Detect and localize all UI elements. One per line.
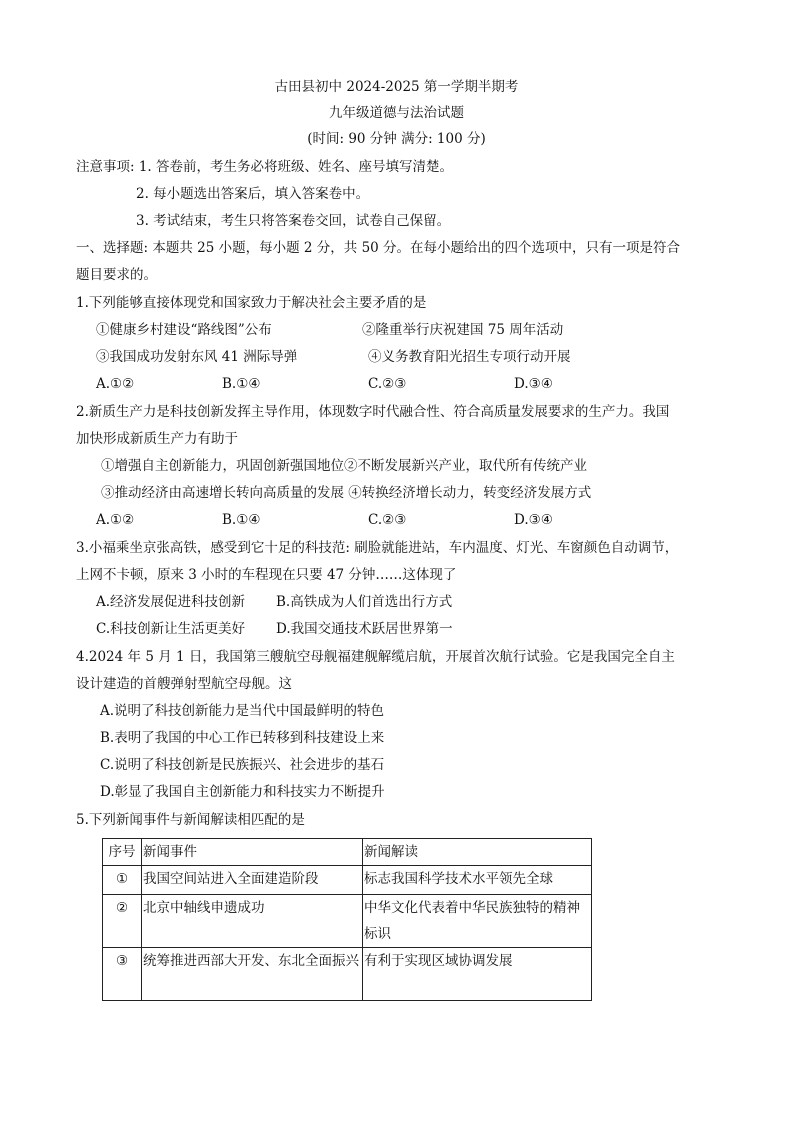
q2-answer-c: C.②③ [368,512,407,528]
table-row [103,866,592,895]
q1-answer-c: C.②③ [368,376,407,392]
q3-stem-line-1: 3.小福乘坐京张高铁，感受到它十足的科技范: 刷脸就能进站，车内温度、灯光、车窗颜色自动调节， [76,540,679,556]
exam-time-info: (时间: 90 分钟 满分: 100 分) [307,131,486,147]
notes-line-3: 3. 考试结束，考生只将答案卷交回，试卷自己保留。 [136,213,451,229]
q1-answer-b: B.①④ [222,376,261,392]
q4-answer-d: D.彰显了我国自主创新能力和科技实力不断提升 [100,784,385,800]
notes-line-1: 注意事项: 1. 答卷前，考生务必将班级、姓名、座号填写清楚。 [76,159,454,175]
q3-answer-d: D.我国交通技术跃居世界第一 [276,621,453,637]
table-cell-event: 我国空间站进入全面建造阶段 [142,866,363,895]
q4-stem-line-1: 4.2024 年 5 月 1 日，我国第三艘航空母舰福建舰解缆启航，开展首次航行试验。它是我国完全自主 [76,649,675,665]
q1-option-2: ②隆重举行庆祝建国 75 周年活动 [362,322,564,338]
table-cell-interpretation: 有利于实现区域协调发展 [363,948,592,1001]
q2-answer-d: D.③④ [514,512,553,528]
table-cell-number: ② [103,895,142,948]
table-cell-number: ③ [103,948,142,1001]
table-cell-interpretation: 标志我国科学技术水平领先全球 [363,866,592,895]
q2-answer-b: B.①④ [222,512,261,528]
q1-stem: 1.下列能够直接体现党和国家致力于解决社会主要矛盾的是 [76,295,427,311]
q5-stem: 5.下列新闻事件与新闻解读相匹配的是 [76,812,305,828]
q3-answer-b: B.高铁成为人们首选出行方式 [276,594,453,610]
q2-stem-line-2: 加快形成新质生产力有助于 [76,431,238,447]
q2-answer-a: A.①② [96,512,135,528]
q2-stem-line-1: 2.新质生产力是科技创新发挥主导作用，体现数字时代融合性、符合高质量发展要求的生产力。我国 [76,404,670,420]
q2-options-line-2: ③推动经济由高速增长转向高质量的发展 ④转换经济增长动力，转变经济发展方式 [101,485,592,501]
q2-options-line-1: ①增强自主创新能力，巩固创新强国地位②不断发展新兴产业，取代所有传统产业 [101,458,587,474]
notes-line-2: 2. 每小题选出答案后，填入答案卷中。 [136,186,370,202]
table-header-cell: 新闻解读 [363,839,592,866]
section1-instruction-line-1: 一、选择题: 本题共 25 小题，每小题 2 分，共 50 分。在每小题给出的四个选项中，只有一项是符合 [76,240,681,256]
table-cell-event: 北京中轴线申遗成功 [142,895,363,948]
q4-answer-c: C.说明了科技创新是民族振兴、社会进步的基石 [100,757,385,773]
table-cell-event: 统筹推进西部大开发、东北全面振兴 [142,948,363,1001]
q1-option-1: ①健康乡村建设“路线图”公布 [96,322,272,338]
q1-answer-a: A.①② [96,376,135,392]
q1-option-4: ④义务教育阳光招生专项行动开展 [368,349,571,365]
table-cell-interpretation: 中华文化代表着中华民族独特的精神标识 [363,895,592,948]
q3-answer-a: A.经济发展促进科技创新 [96,594,246,610]
q4-answer-b: B.表明了我国的中心工作已转移到科技建设上来 [100,730,385,746]
q3-stem-line-2: 上网不卡顿，原来 3 小时的车程现在只要 47 分钟……这体现了 [76,567,457,583]
table-row [103,948,592,1001]
q1-option-3: ③我国成功发射东风 41 洲际导弹 [96,349,298,365]
q4-stem-line-2: 设计建造的首艘弹射型航空母舰。这 [76,676,292,692]
table-header-row [103,839,592,866]
table-header-cell: 新闻事件 [142,839,363,866]
q4-answer-a: A.说明了科技创新能力是当代中国最鲜明的特色 [100,703,385,719]
table-header-cell: 序号 [103,839,142,866]
q3-answer-c: C.科技创新让生活更美好 [96,621,246,637]
q1-answer-d: D.③④ [514,376,553,392]
table-row [103,895,592,948]
section1-instruction-line-2: 题目要求的。 [76,267,157,283]
exam-title: 古田县初中 2024-2025 第一学期半期考 [274,79,519,95]
exam-subtitle: 九年级道德与法治试题 [329,105,464,121]
news-table [102,838,592,1001]
table-cell-number: ① [103,866,142,895]
